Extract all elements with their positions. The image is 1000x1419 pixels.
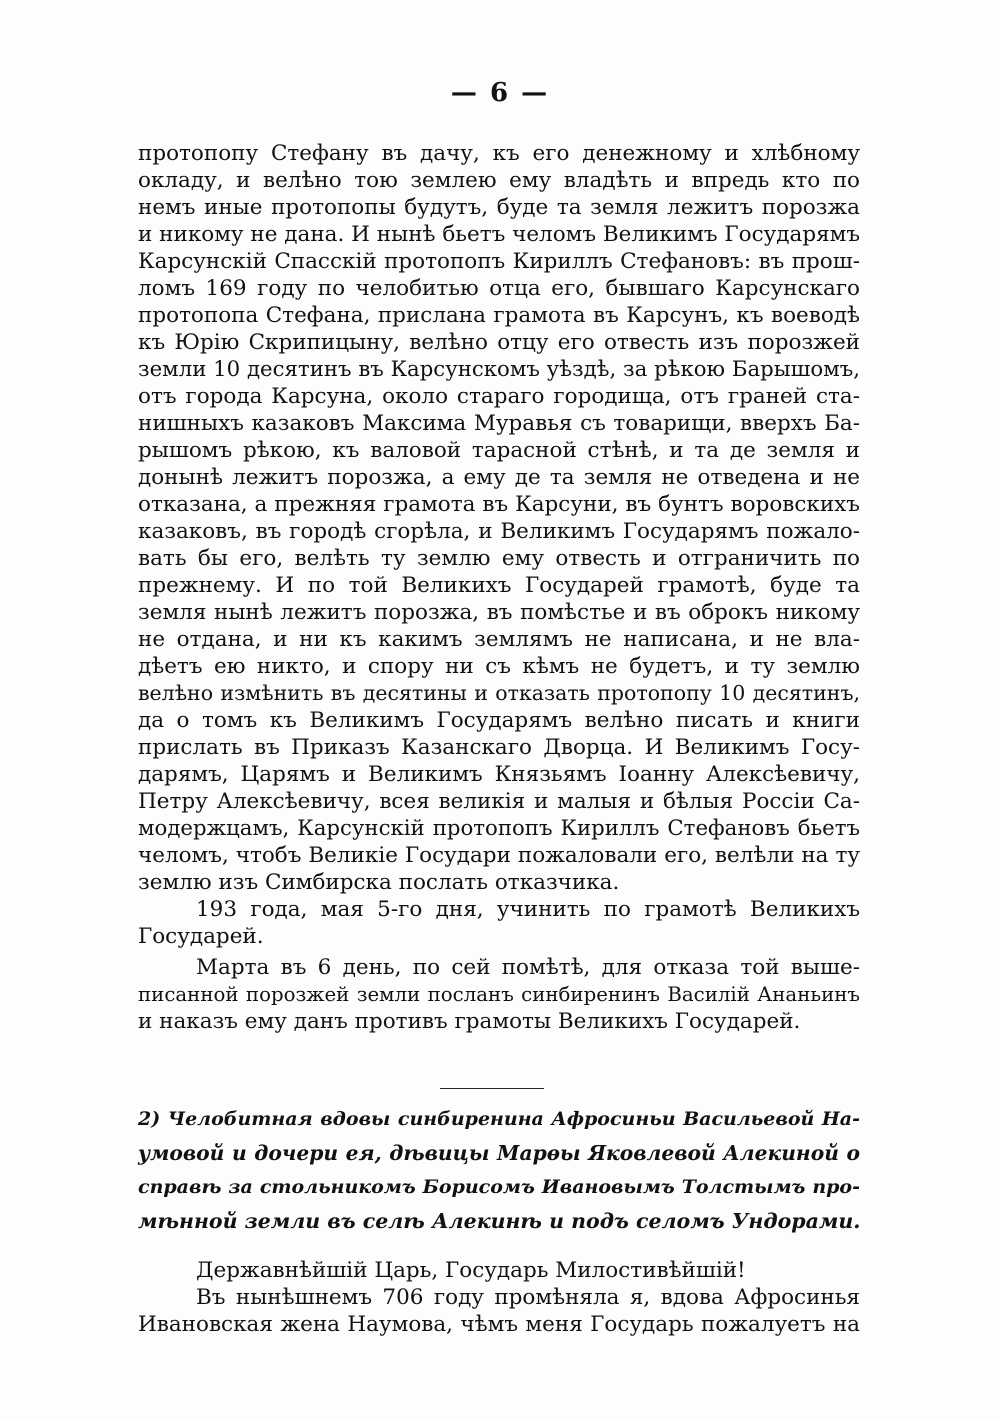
text-line: велѣно измѣнить въ десятины и отказать протопопу 10 десятинъ, (138, 681, 860, 705)
text-line: Петру Алексѣевичу, всея великія и малыя и бѣлыя Россіи Са- (138, 789, 860, 814)
text-line: Ивановская жена Наумова, чѣмъ меня Государь пожалуетъ на (138, 1312, 860, 1337)
text-line: отказана, а прежняя грамота въ Карсуни, въ бунтъ воровскихъ (138, 492, 860, 517)
text-line: землю изъ Симбирска послать отказчика. (138, 870, 620, 895)
text-line: нишныхъ казаковъ Максима Муравья съ товарищи, вверхъ Ба- (138, 411, 860, 436)
text-line: прежнему. И по той Великихъ Государей грамотѣ, буде та (138, 573, 860, 598)
section-heading-line: мѣнной земли въ селѣ Алекинѣ и подъ селомъ Ундорами. (138, 1209, 861, 1233)
text-line: отъ города Карсуна, около стараго городища, отъ граней ста- (138, 384, 860, 409)
text-line: не отдана, и ни къ какимъ землямъ не написана, и не вла- (138, 627, 860, 652)
text-line: Марта въ 6 день, по сей помѣтѣ, для отказа той выше- (196, 955, 860, 980)
text-line: 193 года, мая 5-го дня, учинить по грамотѣ Великихъ (196, 897, 860, 922)
text-line: и никому не дана. И нынѣ бьетъ челомъ Великимъ Государямъ (138, 222, 861, 247)
section-heading-line: умовой и дочери ея, дѣвицы Марѳы Яковлевой Алекиной о (138, 1141, 860, 1165)
section-heading-line: справѣ за стольникомъ Борисомъ Ивановымъ Толстымъ про- (138, 1176, 860, 1198)
text-line: немъ иные протопопы будутъ, буде та земля лежитъ порозжа (138, 195, 860, 220)
text-line: земля нынѣ лежитъ порозжа, въ помѣстье и въ оброкъ никому (138, 600, 860, 625)
section-heading-line: 2) Челобитная вдовы синбиренина Афросиньи Васильевой На- (138, 1108, 860, 1130)
text-line: Въ нынѣшнемъ 706 году промѣняла я, вдова Афросинья (196, 1285, 860, 1310)
text-line: къ Юрію Скрипицыну, велѣно отцу его отвесть изъ порозжей (138, 330, 860, 355)
text-line: челомъ, чтобъ Великіе Государи пожаловали его, велѣли на ту (138, 843, 860, 868)
page-number: — 6 — (450, 78, 550, 108)
text-line: писанной порозжей земли посланъ синбиренинъ Василій Ананьинъ (138, 983, 860, 1006)
text-line: да о томъ къ Великимъ Государямъ велѣно писать и книги (138, 708, 860, 733)
text-line: ломъ 169 году по челобитью отца его, бывшаго Карсунскаго (138, 276, 860, 301)
text-line: Карсунскій Спасскій протопопъ Кириллъ Стефановъ: въ прош- (138, 249, 860, 274)
text-line: Государей. (138, 924, 264, 949)
text-line: протопопу Стефану въ дачу, къ его денежному и хлѣбному (138, 141, 860, 166)
salutation: Державнѣйшій Царь, Государь Милостивѣйшій! (196, 1258, 746, 1283)
text-line: земли 10 десятинъ въ Карсунскомъ уѣздѣ, за рѣкою Барышомъ, (138, 357, 860, 382)
text-line: донынѣ лежитъ порозжа, а ему де та земля не отведена и не (138, 465, 860, 490)
text-line: модержцамъ, Карсунскій протопопъ Кириллъ Стефановъ бьетъ (138, 816, 860, 841)
text-line: дѣетъ ею никто, и спору ни съ кѣмъ не будетъ, и ту землю (138, 654, 860, 679)
text-line: вать бы его, велѣть ту землю ему отвесть и отграничить по (138, 546, 860, 571)
text-line: рышомъ рѣкою, къ валовой тарасной стѣнѣ, и та де земля и (138, 438, 860, 463)
text-line: и наказъ ему данъ противъ грамоты Великихъ Государей. (138, 1009, 801, 1034)
text-line: прислать въ Приказъ Казанскаго Дворца. И Великимъ Госу- (138, 735, 860, 760)
text-line: окладу, и велѣно тою землею ему владѣть и впредь кто по (138, 168, 860, 193)
text-line: протопопа Стефана, прислана грамота въ Карсунъ, къ воеводѣ (138, 303, 860, 328)
text-line: дарямъ, Царямъ и Великимъ Князьямъ Іоанну Алексѣевичу, (138, 762, 860, 787)
section-divider (440, 1088, 544, 1089)
text-line: казаковъ, въ городѣ сгорѣла, и Великимъ Государямъ пожало- (138, 519, 860, 544)
